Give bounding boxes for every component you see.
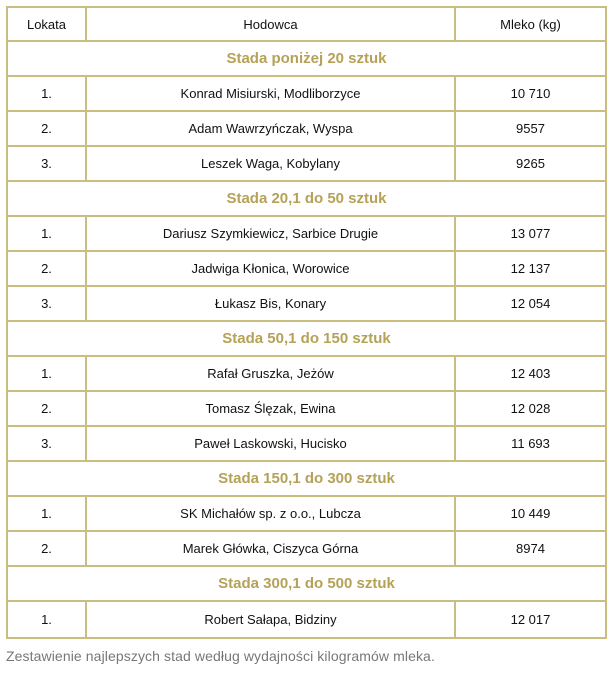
breeder-cell: SK Michałów sp. z o.o., Lubcza	[87, 497, 456, 530]
breeder-cell: Marek Główka, Ciszyca Górna	[87, 532, 456, 565]
results-table	[6, 6, 607, 639]
breeder-cell: Jadwiga Kłonica, Worowice	[87, 252, 456, 285]
section-title: Stada poniżej 20 sztuk	[226, 50, 387, 67]
section-header-row	[8, 462, 605, 497]
breeder-cell: Adam Wawrzyńczak, Wyspa	[87, 112, 456, 145]
header-lokata: Lokata	[8, 8, 87, 40]
table-row	[8, 287, 605, 322]
section-title: Stada 20,1 do 50 sztuk	[226, 190, 387, 207]
breeder-cell: Łukasz Bis, Konary	[87, 287, 456, 320]
rank-cell: 3.	[8, 147, 87, 180]
milk-cell: 12 028	[510, 401, 551, 416]
milk-cell: 13 077	[510, 226, 551, 241]
rank-cell: 1.	[8, 602, 87, 637]
table-row	[8, 112, 605, 147]
table-row	[8, 217, 605, 252]
milk-cell: 9265	[516, 156, 545, 171]
breeder-cell: Leszek Waga, Kobylany	[87, 147, 456, 180]
header-hodowca: Hodowca	[87, 8, 456, 40]
rank-cell: 1.	[8, 77, 87, 110]
milk-cell: 11 693	[511, 436, 550, 451]
table-row	[8, 357, 605, 392]
milk-cell: 12 054	[510, 296, 551, 311]
milk-cell: 12 137	[510, 261, 551, 276]
rank-cell: 3.	[8, 287, 87, 320]
rank-cell: 2.	[8, 252, 87, 285]
breeder-cell: Robert Sałapa, Bidziny	[87, 602, 456, 637]
section-title: Stada 150,1 do 300 sztuk	[218, 470, 395, 487]
rank-cell: 2.	[8, 532, 87, 565]
rank-cell: 3.	[8, 427, 87, 460]
breeder-cell: Tomasz Ślęzak, Ewina	[87, 392, 456, 425]
section-title: Stada 300,1 do 500 sztuk	[218, 575, 395, 592]
section-header-row	[8, 322, 605, 357]
milk-cell: 10 449	[510, 506, 551, 521]
table-body	[8, 42, 605, 637]
rank-cell: 2.	[8, 112, 87, 145]
table-row	[8, 252, 605, 287]
table-row	[8, 497, 605, 532]
breeder-cell: Dariusz Szymkiewicz, Sarbice Drugie	[87, 217, 456, 250]
section-header-row	[8, 567, 605, 602]
milk-cell: 9557	[516, 121, 545, 136]
breeder-cell: Rafał Gruszka, Jeżów	[87, 357, 456, 390]
table-row	[8, 147, 605, 182]
milk-cell: 10 710	[510, 86, 551, 101]
table-row	[8, 532, 605, 567]
breeder-cell: Paweł Laskowski, Hucisko	[87, 427, 456, 460]
table-row	[8, 602, 605, 637]
rank-cell: 1.	[8, 357, 87, 390]
rank-cell: 1.	[8, 497, 87, 530]
table-row	[8, 427, 605, 462]
table-row	[8, 77, 605, 112]
milk-cell: 8974	[516, 541, 545, 556]
section-title: Stada 50,1 do 150 sztuk	[222, 330, 391, 347]
section-header-row	[8, 42, 605, 77]
rank-cell: 1.	[8, 217, 87, 250]
rank-cell: 2.	[8, 392, 87, 425]
table-caption: Zestawienie najlepszych stad według wydajności kilogramów mleka.	[6, 648, 435, 664]
table-header-row	[8, 8, 605, 42]
header-mleko: Mleko (kg)	[500, 16, 561, 32]
milk-cell: 12 017	[510, 612, 551, 627]
section-header-row	[8, 182, 605, 217]
milk-cell: 12 403	[510, 366, 551, 381]
table-row	[8, 392, 605, 427]
breeder-cell: Konrad Misiurski, Modliborzyce	[87, 77, 456, 110]
